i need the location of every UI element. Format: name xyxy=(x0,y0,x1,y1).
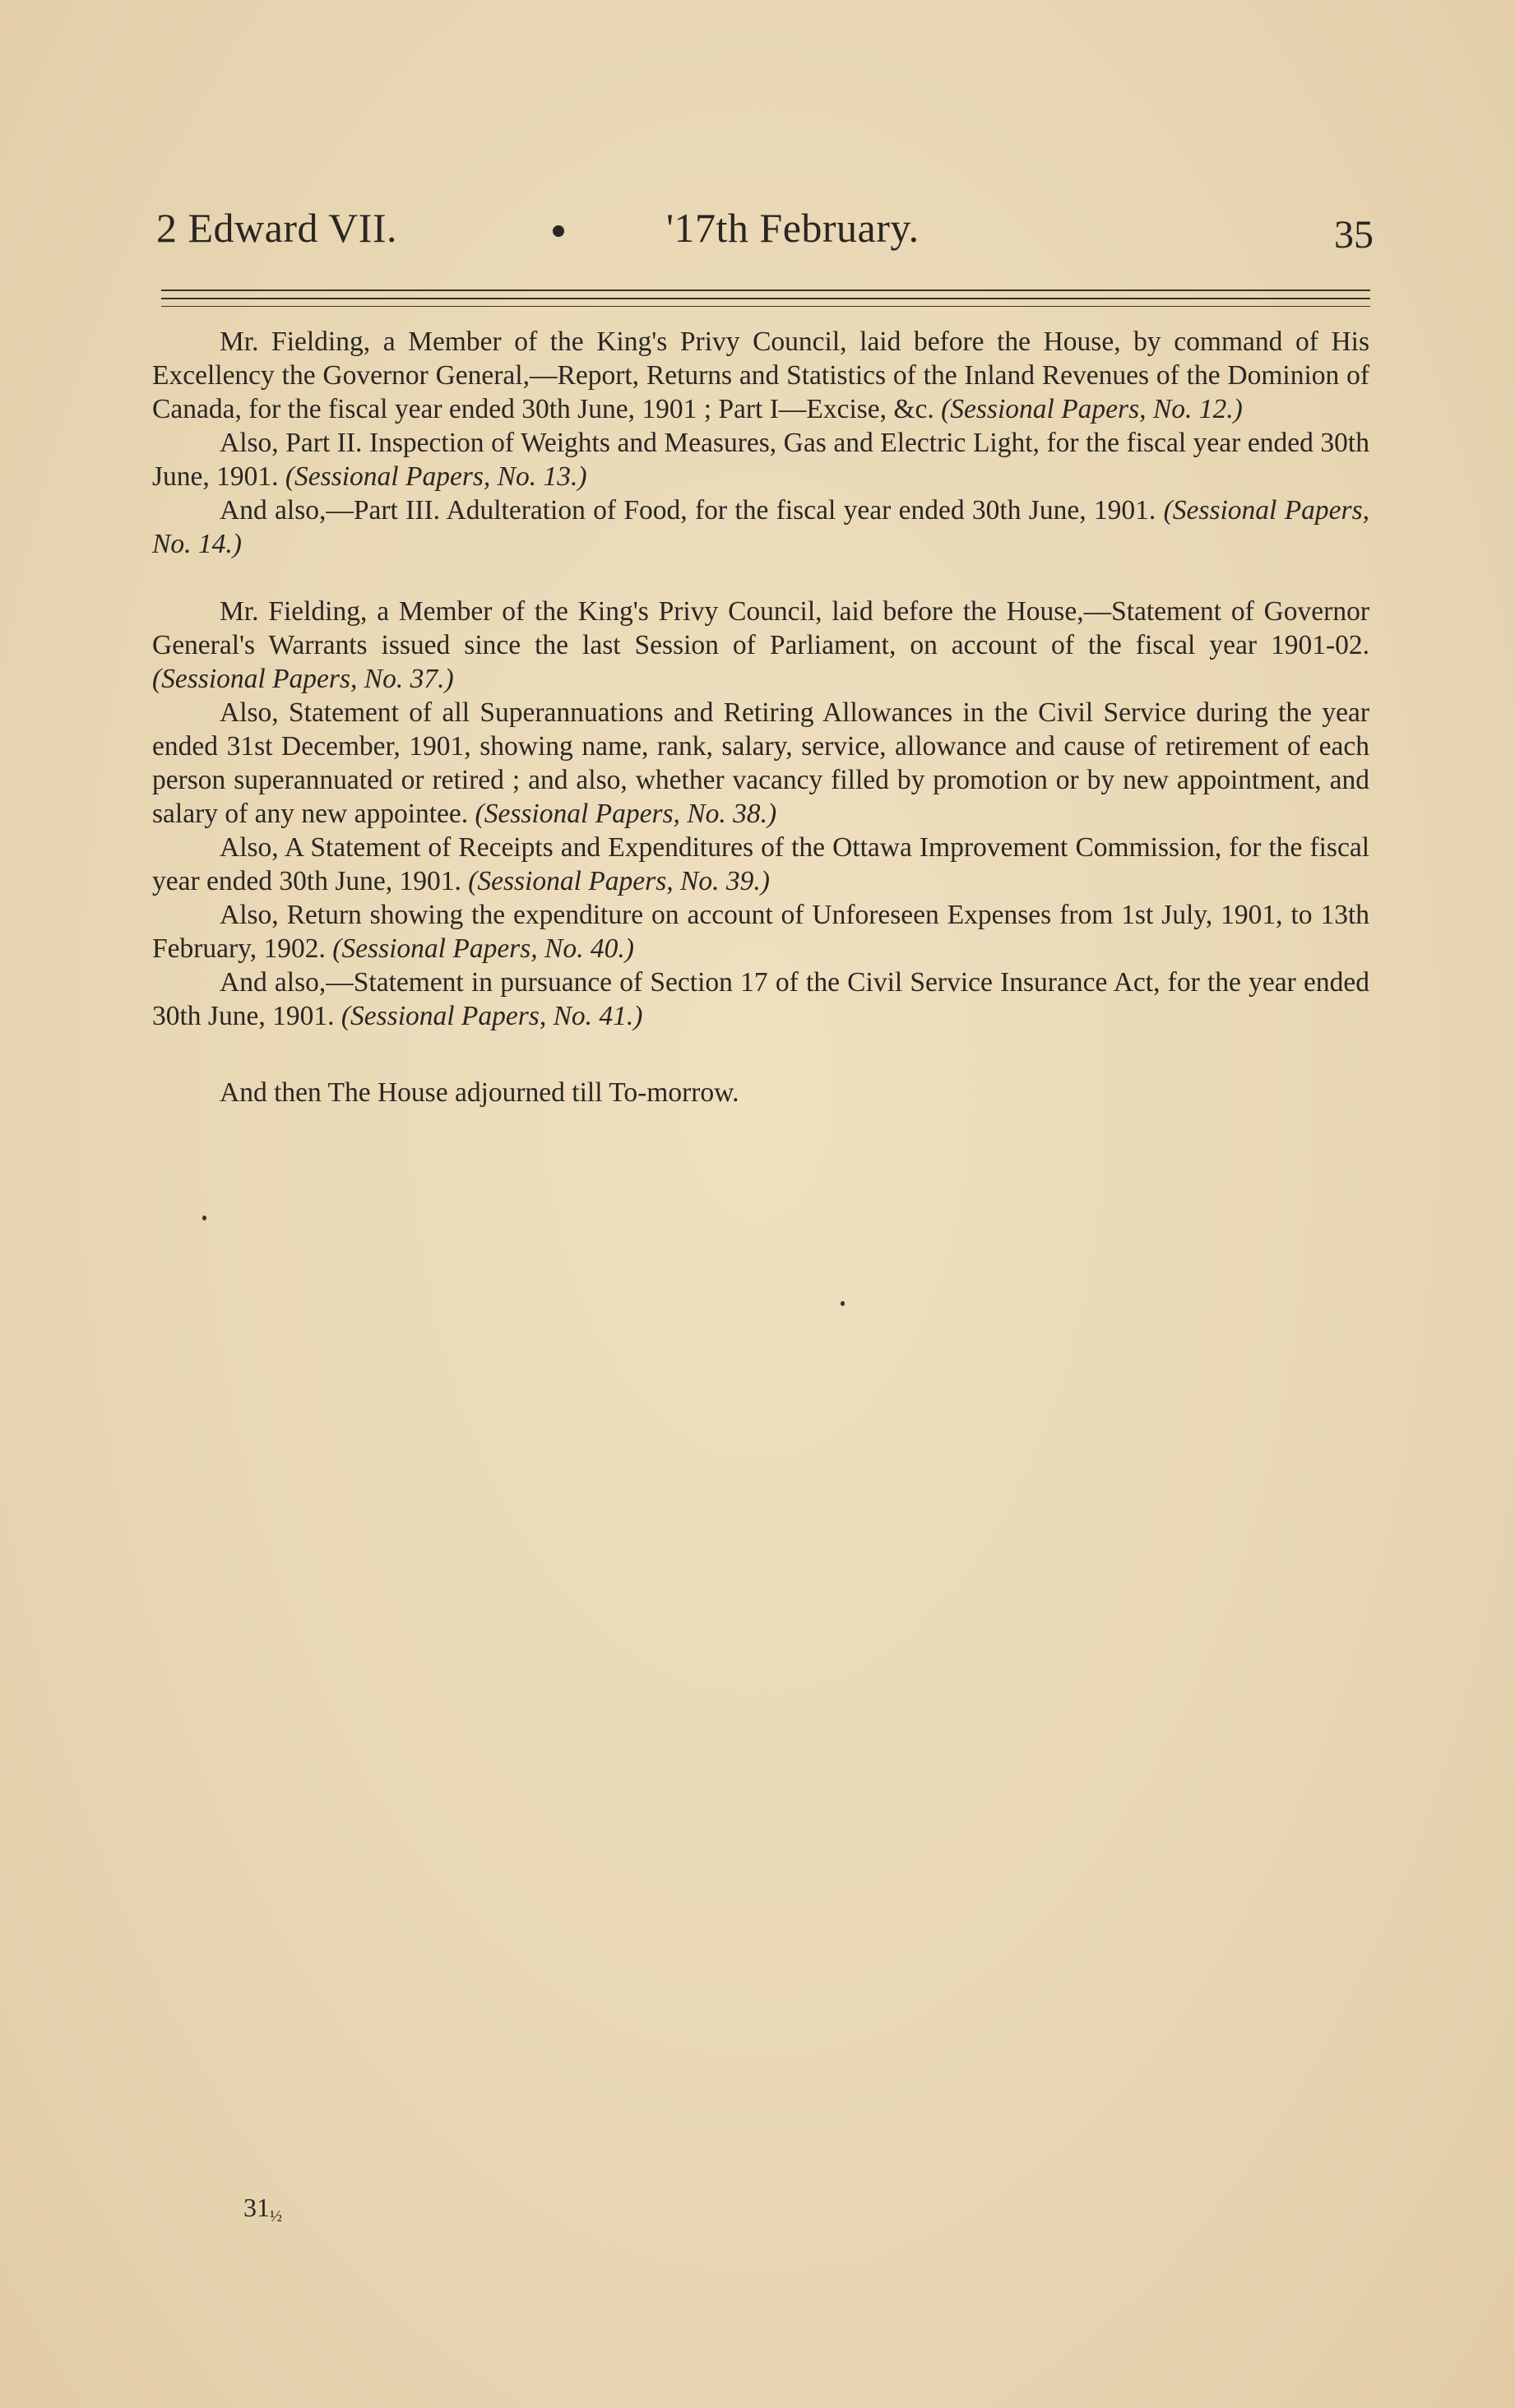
page-number: 35 xyxy=(1334,213,1374,257)
entry-paragraph: Also, A Statement of Receipts and Expenditures of the Ottawa Improvement Commission, for the fiscal year ended 30th June, 1901. (Sessional Papers, No. 39.) xyxy=(152,832,1369,896)
header-rule xyxy=(161,298,1370,299)
header-rule xyxy=(161,289,1370,291)
page-header xyxy=(156,204,1374,270)
ink-speck xyxy=(202,1216,206,1220)
entry-paragraph: Mr. Fielding, a Member of the King's Privy Council, laid before the House,—Statement of Governor General's Warrants issued since the last Session of Parliament, on account of the fiscal year 1901-02. (Sessional Papers, No. 37.) xyxy=(152,596,1369,694)
journal-entries xyxy=(152,325,1369,1109)
entry-paragraph: Also, Part II. Inspection of Weights and Measures, Gas and Electric Light, for the fiscal year ended 30th June, 1901. (Sessional Papers, No. 13.) xyxy=(152,428,1369,492)
entry-paragraph: Also, Return showing the expenditure on account of Unforeseen Expenses from 1st July, 1901, to 13th February, 1902. (Sessional Papers, No. 40.) xyxy=(152,900,1369,964)
ink-speck xyxy=(841,1301,845,1306)
adjournment-line: And then The House adjourned till To-morrow. xyxy=(220,1077,739,1108)
entry-paragraph: Also, Statement of all Superannuations and Retiring Allowances in the Civil Service during the year ended 31st December, 1901, showing name, rank, salary, service, allowance and cause of retirement of each person superannuated or retired ; and also, whether vacancy filled by promotion or by new appointment, and salary of any new appointee. (Sessional Papers, No. 38.) xyxy=(152,697,1369,829)
header-rule xyxy=(161,306,1370,307)
entry-paragraph: And also,—Part III. Adulteration of Food, for the fiscal year ended 30th June, 1901. (Sessional Papers, No. 14.) xyxy=(152,495,1369,559)
regnal-year: 2 Edward VII. xyxy=(156,205,397,251)
header-bullet xyxy=(553,225,564,237)
entry-paragraph: And also,—Statement in pursuance of Section 17 of the Civil Service Insurance Act, for the year ended 30th June, 1901. (Sessional Papers, No. 41.) xyxy=(152,967,1369,1031)
entry-paragraph: Mr. Fielding, a Member of the King's Privy Council, laid before the House, by command of His Excellency the Governor General,—Report, Returns and Statistics of the Inland Revenues of the Dominion of Canada, for the fiscal year ended 30th June, 1901 ; Part I—Excise, &c. (Sessional Papers, No. 12.) xyxy=(152,326,1369,424)
printer-signature: 31½ xyxy=(243,2193,282,2225)
session-date: '17th February. xyxy=(666,205,920,251)
